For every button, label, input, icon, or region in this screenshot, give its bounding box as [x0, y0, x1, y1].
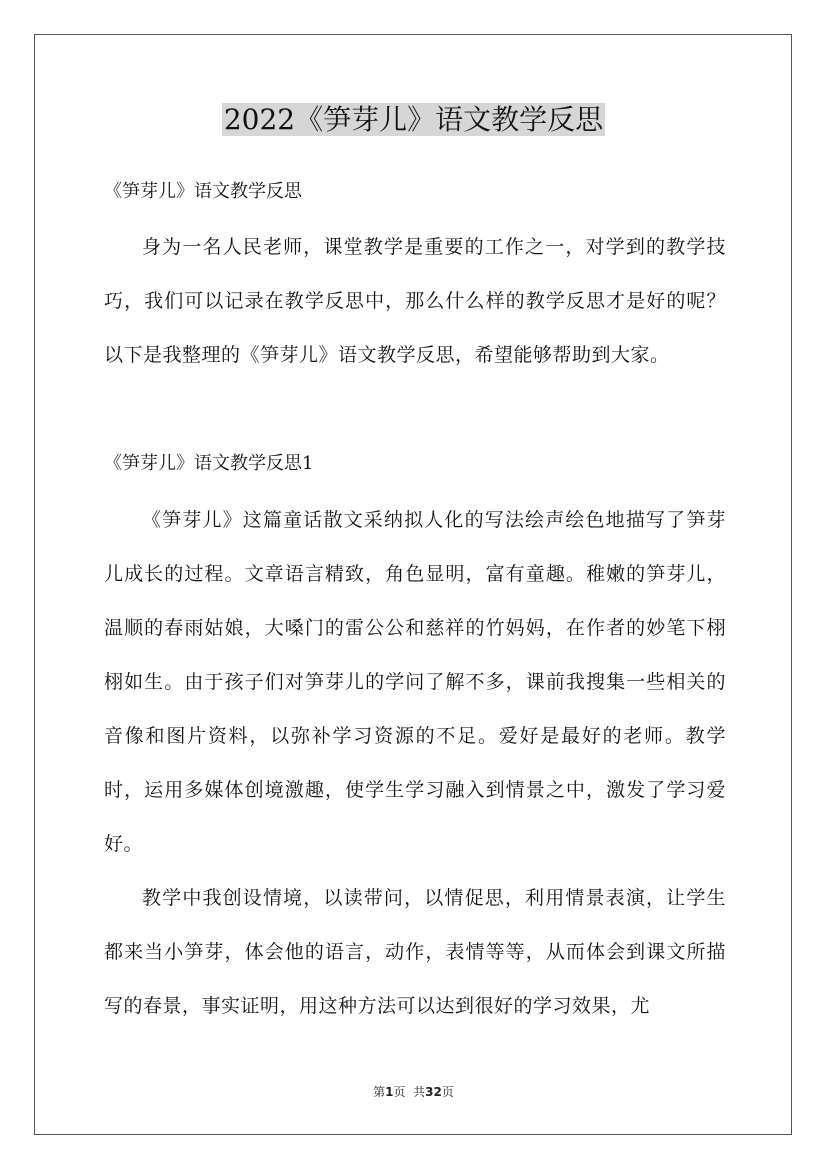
footer-mid: 页 共	[393, 1085, 426, 1099]
section-paragraph: 教学中我创设情境，以读带问，以情促思，利用情景表演，让学生都来当小笋芽，体会他的语言，动作，表情等等，从而体会到课文所描写的春景，事实证明，用这种方法可以达到很好的学习效果，尤	[104, 887, 726, 1017]
footer-suffix: 页	[441, 1085, 454, 1099]
footer-prefix: 第	[373, 1085, 386, 1099]
footer-current-page: 1	[385, 1085, 394, 1099]
intro-block	[104, 220, 726, 382]
document-title-text: 2022《笋芽儿》语文教学反思	[223, 103, 604, 136]
section-paragraph: 《笋芽儿》这篇童话散文采纳拟人化的写法绘声绘色地描写了笋芽儿成长的过程。文章语言精致，角色显明，富有童趣。稚嫩的笋芽儿，温顺的春雨姑娘，大嗓门的雷公公和慈祥的竹妈妈，在作者的妙笔下栩栩如生。由于孩子们对笋芽儿的学问了解不多，课前我搜集一些相关的音像和图片资料，以弥补学习资源的不足。爱好是最好的老师。教学时，运用多媒体创境激趣，使学生学习融入到情景之中，激发了学习爱好。	[104, 509, 726, 855]
document-title	[0, 100, 827, 140]
section-body	[104, 493, 726, 1033]
footer-total-pages: 32	[425, 1085, 442, 1099]
intro-heading: 《笋芽儿》语文教学反思	[104, 181, 302, 202]
page-footer	[0, 1083, 827, 1100]
intro-paragraph: 身为一名人民老师，课堂教学是重要的工作之一，对学到的教学技巧，我们可以记录在教学反思中，那么什么样的教学反思才是好的呢？以下是我整理的《笋芽儿》语文教学反思，希望能够帮助到大家。	[104, 236, 726, 366]
section-heading: 《笋芽儿》语文教学反思1	[104, 453, 314, 474]
